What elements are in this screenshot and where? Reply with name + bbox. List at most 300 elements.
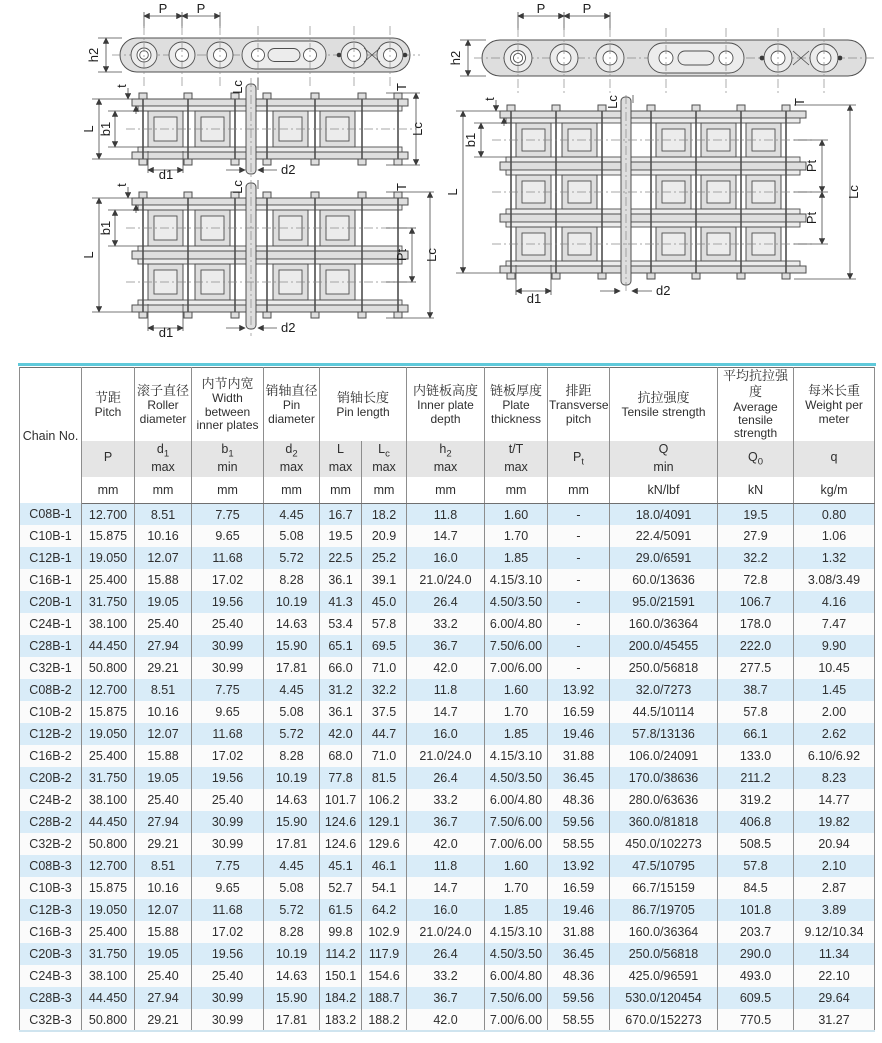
dim-label-T: T bbox=[394, 183, 409, 191]
spec-value-cell: 10.19 bbox=[264, 943, 320, 965]
spec-value-cell: 183.2 bbox=[320, 1009, 362, 1031]
spec-value-cell: 36.7 bbox=[407, 811, 485, 833]
symbol-h2-max: $h_2$ max bbox=[407, 441, 485, 477]
chain-body bbox=[492, 95, 814, 293]
symbol-Lc-max: $L_c$ max bbox=[362, 441, 407, 477]
chain-no-cell: C28B-2 bbox=[20, 811, 82, 833]
spec-value-cell: - bbox=[548, 503, 610, 525]
spec-value-cell: 12.700 bbox=[82, 503, 135, 525]
spec-value-cell: 42.0 bbox=[407, 1009, 485, 1031]
symbol-d1-max: $d_1$ max bbox=[135, 441, 192, 477]
spec-value-cell: 15.875 bbox=[82, 701, 135, 723]
spec-value-cell: 1.06 bbox=[794, 525, 875, 547]
spec-value-cell: 30.99 bbox=[192, 1009, 264, 1031]
spec-value-cell: 14.63 bbox=[264, 965, 320, 987]
spec-value-cell: 31.750 bbox=[82, 767, 135, 789]
spec-value-cell: 12.07 bbox=[135, 899, 192, 921]
spec-value-cell: 3.08/3.49 bbox=[794, 569, 875, 591]
spec-value-cell: 280.0/63636 bbox=[610, 789, 718, 811]
unit-cell: mm bbox=[362, 477, 407, 504]
spec-value-cell: 16.0 bbox=[407, 723, 485, 745]
spec-value-cell: 30.99 bbox=[192, 833, 264, 855]
spec-value-cell: 25.400 bbox=[82, 745, 135, 767]
chain-no-header: Chain No. bbox=[20, 368, 82, 504]
spec-value-cell: 770.5 bbox=[718, 1009, 794, 1031]
table-row bbox=[20, 745, 875, 767]
spec-value-cell: 101.8 bbox=[718, 899, 794, 921]
symbol-d2-max: $d_2$ max bbox=[264, 441, 320, 477]
spec-value-cell: 44.450 bbox=[82, 635, 135, 657]
spec-value-cell: 17.81 bbox=[264, 657, 320, 679]
spec-value-cell: - bbox=[548, 547, 610, 569]
dim-label-Pt: Pt bbox=[394, 248, 409, 262]
spec-value-cell: 3.89 bbox=[794, 899, 875, 921]
spec-value-cell: 38.100 bbox=[82, 789, 135, 811]
spec-value-cell: 42.0 bbox=[407, 833, 485, 855]
spec-value-cell: 54.1 bbox=[362, 877, 407, 899]
chain-no-cell: C20B-3 bbox=[20, 943, 82, 965]
spec-value-cell: 16.59 bbox=[548, 701, 610, 723]
spec-value-cell: 25.40 bbox=[192, 965, 264, 987]
spec-value-cell: 50.800 bbox=[82, 833, 135, 855]
spec-value-cell: 124.6 bbox=[320, 833, 362, 855]
spec-value-cell: 10.45 bbox=[794, 657, 875, 679]
chain-no-cell: C12B-2 bbox=[20, 723, 82, 745]
spec-value-cell: 48.36 bbox=[548, 965, 610, 987]
dim-label-Pt: Pt bbox=[804, 211, 819, 225]
spec-value-cell: 77.8 bbox=[320, 767, 362, 789]
spec-value-cell: 11.8 bbox=[407, 855, 485, 877]
spec-value-cell: 14.7 bbox=[407, 701, 485, 723]
spec-value-cell: 52.7 bbox=[320, 877, 362, 899]
spec-value-cell: 129.6 bbox=[362, 833, 407, 855]
spec-value-cell: 200.0/45455 bbox=[610, 635, 718, 657]
dim-label-p: P bbox=[158, 1, 168, 16]
spec-value-cell: 21.0/24.0 bbox=[407, 745, 485, 767]
table-row bbox=[20, 833, 875, 855]
chain-no-cell: C24B-2 bbox=[20, 789, 82, 811]
spec-value-cell: 150.1 bbox=[320, 965, 362, 987]
spec-value-cell: 14.7 bbox=[407, 877, 485, 899]
spec-value-cell: 32.2 bbox=[718, 547, 794, 569]
unit-cell: kN bbox=[718, 477, 794, 504]
spec-value-cell: 211.2 bbox=[718, 767, 794, 789]
spec-value-cell: 290.0 bbox=[718, 943, 794, 965]
spec-value-cell: 11.68 bbox=[192, 547, 264, 569]
spec-value-cell: 30.99 bbox=[192, 657, 264, 679]
spec-value-cell: 50.800 bbox=[82, 657, 135, 679]
cyan-accent-line bbox=[18, 363, 876, 366]
spec-value-cell: 50.800 bbox=[82, 1009, 135, 1031]
spec-value-cell: 11.68 bbox=[192, 899, 264, 921]
table-row bbox=[20, 943, 875, 965]
spec-value-cell: 16.0 bbox=[407, 899, 485, 921]
spec-value-cell: 53.4 bbox=[320, 613, 362, 635]
spec-value-cell: 22.5 bbox=[320, 547, 362, 569]
spec-value-cell: 42.0 bbox=[320, 723, 362, 745]
spec-value-cell: 20.94 bbox=[794, 833, 875, 855]
spec-value-cell: 39.1 bbox=[362, 569, 407, 591]
spec-value-cell: 47.5/10795 bbox=[610, 855, 718, 877]
spec-value-cell: 59.56 bbox=[548, 811, 610, 833]
chain-no-cell: C16B-2 bbox=[20, 745, 82, 767]
spec-table-body bbox=[20, 503, 875, 1031]
spec-value-cell: 609.5 bbox=[718, 987, 794, 1009]
table-row bbox=[20, 657, 875, 679]
simplex-chain-side-view-diagram bbox=[86, 1, 422, 90]
spec-value-cell: - bbox=[548, 635, 610, 657]
spec-value-cell: 7.50/6.00 bbox=[485, 811, 548, 833]
dim-label-p: P bbox=[196, 1, 206, 16]
spec-value-cell: 19.56 bbox=[192, 767, 264, 789]
spec-value-cell: 102.9 bbox=[362, 921, 407, 943]
unit-cell: kg/m bbox=[794, 477, 875, 504]
table-row bbox=[20, 679, 875, 701]
spec-value-cell: 1.70 bbox=[485, 525, 548, 547]
spec-value-cell: 7.75 bbox=[192, 503, 264, 525]
spec-value-cell: 5.72 bbox=[264, 723, 320, 745]
spec-value-cell: 8.51 bbox=[135, 855, 192, 877]
spec-value-cell: 10.16 bbox=[135, 877, 192, 899]
spec-value-cell: 1.85 bbox=[485, 723, 548, 745]
chain-no-cell: C32B-3 bbox=[20, 1009, 82, 1031]
spec-value-cell: 277.5 bbox=[718, 657, 794, 679]
spec-value-cell: - bbox=[548, 657, 610, 679]
spec-value-cell: 14.77 bbox=[794, 789, 875, 811]
spec-value-cell: 222.0 bbox=[718, 635, 794, 657]
spec-value-cell: 530.0/120454 bbox=[610, 987, 718, 1009]
col-header-pin-diameter: 销轴直径 Pin diameter bbox=[264, 368, 320, 441]
spec-value-cell: 8.23 bbox=[794, 767, 875, 789]
col-header-plate-thickness: 链板厚度 Plate thickness bbox=[485, 368, 548, 441]
spec-value-cell: 17.02 bbox=[192, 745, 264, 767]
spec-value-cell: 4.50/3.50 bbox=[485, 591, 548, 613]
spec-value-cell: 16.7 bbox=[320, 503, 362, 525]
spec-value-cell: 44.450 bbox=[82, 811, 135, 833]
table-row bbox=[20, 987, 875, 1009]
chain-no-cell: C16B-1 bbox=[20, 569, 82, 591]
spec-value-cell: 203.7 bbox=[718, 921, 794, 943]
spec-value-cell: - bbox=[548, 591, 610, 613]
spec-value-cell: 10.19 bbox=[264, 767, 320, 789]
spec-value-cell: 250.0/56818 bbox=[610, 943, 718, 965]
spec-value-cell: 38.100 bbox=[82, 613, 135, 635]
spec-value-cell: 36.1 bbox=[320, 701, 362, 723]
spec-value-cell: 29.21 bbox=[135, 657, 192, 679]
spec-value-cell: 11.68 bbox=[192, 723, 264, 745]
spec-value-cell: 1.32 bbox=[794, 547, 875, 569]
spec-value-cell: 4.45 bbox=[264, 679, 320, 701]
spec-value-cell: 7.50/6.00 bbox=[485, 635, 548, 657]
spec-value-cell: 160.0/36364 bbox=[610, 921, 718, 943]
spec-value-cell: 66.7/15159 bbox=[610, 877, 718, 899]
spec-value-cell: 19.5 bbox=[718, 503, 794, 525]
spec-value-cell: 184.2 bbox=[320, 987, 362, 1009]
spec-value-cell: 10.16 bbox=[135, 701, 192, 723]
spec-value-cell: 44.450 bbox=[82, 987, 135, 1009]
spec-value-cell: 57.8 bbox=[718, 701, 794, 723]
col-header-pitch: 节距 Pitch bbox=[82, 368, 135, 441]
unit-cell: mm bbox=[407, 477, 485, 504]
table-row bbox=[20, 591, 875, 613]
table-row bbox=[20, 877, 875, 899]
spec-value-cell: 11.34 bbox=[794, 943, 875, 965]
spec-value-cell: 12.07 bbox=[135, 723, 192, 745]
spec-value-cell: 32.2 bbox=[362, 679, 407, 701]
spec-value-cell: 36.45 bbox=[548, 943, 610, 965]
spec-value-cell: 14.63 bbox=[264, 613, 320, 635]
chain-no-cell: C28B-3 bbox=[20, 987, 82, 1009]
spec-value-cell: 1.85 bbox=[485, 899, 548, 921]
spec-value-cell: 66.1 bbox=[718, 723, 794, 745]
dim-label-d1: d1 bbox=[526, 291, 542, 306]
spec-value-cell: 114.2 bbox=[320, 943, 362, 965]
spec-value-cell: 15.88 bbox=[135, 745, 192, 767]
spec-value-cell: 5.72 bbox=[264, 547, 320, 569]
spec-value-cell: 6.00/4.80 bbox=[485, 613, 548, 635]
spec-value-cell: 9.90 bbox=[794, 635, 875, 657]
spec-value-cell: 5.08 bbox=[264, 701, 320, 723]
spec-value-cell: 29.21 bbox=[135, 1009, 192, 1031]
spec-value-cell: 19.56 bbox=[192, 591, 264, 613]
spec-value-cell: 45.0 bbox=[362, 591, 407, 613]
symbol-Q-min: Q min bbox=[610, 441, 718, 477]
spec-value-cell: 19.050 bbox=[82, 723, 135, 745]
symbol-L-max: L max bbox=[320, 441, 362, 477]
spec-value-cell: 15.90 bbox=[264, 811, 320, 833]
spec-value-cell: 57.8 bbox=[362, 613, 407, 635]
table-row bbox=[20, 635, 875, 657]
spec-value-cell: 30.99 bbox=[192, 635, 264, 657]
spec-value-cell: 17.02 bbox=[192, 569, 264, 591]
spec-value-cell: 38.100 bbox=[82, 965, 135, 987]
spec-value-cell: 124.6 bbox=[320, 811, 362, 833]
spec-value-cell: 44.5/10114 bbox=[610, 701, 718, 723]
col-header-transverse-pitch: 排距 Transverse pitch bbox=[548, 368, 610, 441]
spec-value-cell: 33.2 bbox=[407, 965, 485, 987]
symbol-b1-min: $b_1$ min bbox=[192, 441, 264, 477]
table-row bbox=[20, 767, 875, 789]
spec-value-cell: 58.55 bbox=[548, 833, 610, 855]
spec-value-cell: 59.56 bbox=[548, 987, 610, 1009]
spec-value-cell: 99.8 bbox=[320, 921, 362, 943]
spec-value-cell: 12.07 bbox=[135, 547, 192, 569]
spec-value-cell: 58.55 bbox=[548, 1009, 610, 1031]
spec-value-cell: 1.70 bbox=[485, 877, 548, 899]
unit-cell: mm bbox=[82, 477, 135, 504]
spec-value-cell: 5.08 bbox=[264, 877, 320, 899]
spec-value-cell: 450.0/102273 bbox=[610, 833, 718, 855]
spec-value-cell: 9.65 bbox=[192, 877, 264, 899]
spec-value-cell: 33.2 bbox=[407, 613, 485, 635]
symbol-P: P bbox=[82, 441, 135, 477]
pitch-dimension bbox=[518, 1, 610, 30]
spec-value-cell: 0.80 bbox=[794, 503, 875, 525]
chain-no-cell: C10B-2 bbox=[20, 701, 82, 723]
dim-label-t: t bbox=[114, 183, 129, 187]
spec-value-cell: 7.00/6.00 bbox=[485, 833, 548, 855]
chain-spec-table bbox=[19, 367, 875, 1032]
spec-value-cell: - bbox=[548, 569, 610, 591]
spec-value-cell: 178.0 bbox=[718, 613, 794, 635]
spec-value-cell: 2.87 bbox=[794, 877, 875, 899]
dim-label-T: T bbox=[792, 98, 807, 106]
table-row bbox=[20, 789, 875, 811]
spec-value-cell: 1.45 bbox=[794, 679, 875, 701]
spec-value-cell: 117.9 bbox=[362, 943, 407, 965]
unit-cell: kN/lbf bbox=[610, 477, 718, 504]
spec-value-cell: 25.2 bbox=[362, 547, 407, 569]
table-row bbox=[20, 569, 875, 591]
spec-value-cell: 31.2 bbox=[320, 679, 362, 701]
spec-value-cell: 19.050 bbox=[82, 547, 135, 569]
spec-value-cell: 15.88 bbox=[135, 569, 192, 591]
chain-no-cell: C20B-2 bbox=[20, 767, 82, 789]
spec-value-cell: 188.7 bbox=[362, 987, 407, 1009]
unit-cell: mm bbox=[192, 477, 264, 504]
spec-value-cell: 2.62 bbox=[794, 723, 875, 745]
chain-body bbox=[126, 180, 416, 336]
chain-no-cell: C20B-1 bbox=[20, 591, 82, 613]
spec-value-cell: 36.7 bbox=[407, 635, 485, 657]
spec-value-cell: 1.85 bbox=[485, 547, 548, 569]
spec-value-cell: 31.750 bbox=[82, 591, 135, 613]
spec-value-cell: 21.0/24.0 bbox=[407, 921, 485, 943]
spec-value-cell: 5.72 bbox=[264, 899, 320, 921]
col-header-inner-plate-depth: 内链板高度 Inner plate depth bbox=[407, 368, 485, 441]
dim-label-Lc: Lc bbox=[410, 122, 425, 136]
spec-value-cell: 9.65 bbox=[192, 525, 264, 547]
dim-label-b1: b1 bbox=[463, 132, 478, 148]
spec-value-cell: 19.05 bbox=[135, 767, 192, 789]
spec-value-cell: 133.0 bbox=[718, 745, 794, 767]
dim-label-Lc: Lc bbox=[424, 248, 439, 262]
dim-label-d1: d1 bbox=[158, 167, 174, 182]
simplex-chain-plan-diagram bbox=[81, 78, 425, 182]
dim-label-L: L bbox=[445, 188, 460, 196]
col-header-weight-per-meter: 每米长重 Weight per meter bbox=[794, 368, 875, 441]
dim-label-T: T bbox=[394, 83, 409, 91]
chain-no-cell: C32B-2 bbox=[20, 833, 82, 855]
col-header-pin-length: 销轴长度 Pin length bbox=[320, 368, 407, 441]
spec-value-cell: 19.05 bbox=[135, 591, 192, 613]
spec-value-cell: 71.0 bbox=[362, 745, 407, 767]
spec-value-cell: 493.0 bbox=[718, 965, 794, 987]
spec-value-cell: 1.70 bbox=[485, 701, 548, 723]
chain-no-cell: C16B-3 bbox=[20, 921, 82, 943]
spec-value-cell: 29.0/6591 bbox=[610, 547, 718, 569]
spec-value-cell: 25.400 bbox=[82, 921, 135, 943]
spec-value-cell: 31.750 bbox=[82, 943, 135, 965]
spec-value-cell: 71.0 bbox=[362, 657, 407, 679]
spec-value-cell: 38.7 bbox=[718, 679, 794, 701]
chain-no-cell: C28B-1 bbox=[20, 635, 82, 657]
dim-label-b1: b1 bbox=[98, 220, 113, 236]
spec-value-cell: - bbox=[548, 613, 610, 635]
spec-value-cell: 15.875 bbox=[82, 525, 135, 547]
spec-value-cell: 6.10/6.92 bbox=[794, 745, 875, 767]
spec-value-cell: 16.59 bbox=[548, 877, 610, 899]
spec-value-cell: 32.0/7273 bbox=[610, 679, 718, 701]
dim-label-d2: d2 bbox=[656, 283, 671, 298]
symbol-Pt: $P_t$ bbox=[548, 441, 610, 477]
dim-label-L: L bbox=[81, 125, 96, 133]
spec-value-cell: 25.40 bbox=[135, 613, 192, 635]
spec-value-cell: 8.28 bbox=[264, 745, 320, 767]
spec-value-cell: 2.00 bbox=[794, 701, 875, 723]
dim-label-b1: b1 bbox=[98, 121, 113, 137]
unit-cell: mm bbox=[485, 477, 548, 504]
symbol-Q0: $Q_0$ bbox=[718, 441, 794, 477]
spec-value-cell: 36.45 bbox=[548, 767, 610, 789]
spec-value-cell: 41.3 bbox=[320, 591, 362, 613]
dim-label-h2: h2 bbox=[86, 47, 101, 63]
dim-label-Lc: Lc bbox=[605, 95, 620, 109]
chain-no-cell: C32B-1 bbox=[20, 657, 82, 679]
spec-value-cell: 27.94 bbox=[135, 811, 192, 833]
spec-value-cell: 250.0/56818 bbox=[610, 657, 718, 679]
spec-value-cell: 48.36 bbox=[548, 789, 610, 811]
spec-value-cell: 30.99 bbox=[192, 987, 264, 1009]
spec-value-cell: 68.0 bbox=[320, 745, 362, 767]
spec-value-cell: 7.50/6.00 bbox=[485, 987, 548, 1009]
spec-value-cell: 19.46 bbox=[548, 723, 610, 745]
spec-value-cell: 4.15/3.10 bbox=[485, 569, 548, 591]
spec-value-cell: 26.4 bbox=[407, 591, 485, 613]
spec-value-cell: 4.50/3.50 bbox=[485, 767, 548, 789]
spec-value-cell: 188.2 bbox=[362, 1009, 407, 1031]
dim-label-L: L bbox=[81, 251, 96, 259]
spec-value-cell: 33.2 bbox=[407, 789, 485, 811]
table-row bbox=[20, 811, 875, 833]
spec-value-cell: 26.4 bbox=[407, 767, 485, 789]
table-row bbox=[20, 899, 875, 921]
spec-value-cell: 12.700 bbox=[82, 679, 135, 701]
spec-value-cell: 19.050 bbox=[82, 899, 135, 921]
spec-value-cell: 4.16 bbox=[794, 591, 875, 613]
dim-label-Pt: Pt bbox=[804, 159, 819, 173]
spec-value-cell: 31.88 bbox=[548, 921, 610, 943]
chain-no-cell: C08B-1 bbox=[20, 503, 82, 525]
spec-value-cell: 8.28 bbox=[264, 921, 320, 943]
spec-value-cell: 6.00/4.80 bbox=[485, 965, 548, 987]
spec-value-cell: 27.9 bbox=[718, 525, 794, 547]
unit-cell: mm bbox=[548, 477, 610, 504]
spec-value-cell: 7.47 bbox=[794, 613, 875, 635]
spec-value-cell: 106.2 bbox=[362, 789, 407, 811]
col-header-roller-diameter: 滚子直径 Roller diameter bbox=[135, 368, 192, 441]
spec-value-cell: 16.0 bbox=[407, 547, 485, 569]
spec-value-cell: 106.7 bbox=[718, 591, 794, 613]
pitch-dimension bbox=[144, 1, 220, 28]
spec-value-cell: 11.8 bbox=[407, 503, 485, 525]
chain-strip bbox=[474, 28, 874, 94]
dim-label-d2: d2 bbox=[281, 320, 296, 335]
spec-value-cell: 10.16 bbox=[135, 525, 192, 547]
spec-value-cell: 508.5 bbox=[718, 833, 794, 855]
table-row bbox=[20, 723, 875, 745]
spec-value-cell: 2.10 bbox=[794, 855, 875, 877]
table-row bbox=[20, 855, 875, 877]
spec-value-cell: 7.75 bbox=[192, 855, 264, 877]
spec-value-cell: 18.0/4091 bbox=[610, 503, 718, 525]
spec-value-cell: 8.51 bbox=[135, 679, 192, 701]
spec-value-cell: 6.00/4.80 bbox=[485, 789, 548, 811]
spec-value-cell: 7.00/6.00 bbox=[485, 1009, 548, 1031]
spec-value-cell: 9.65 bbox=[192, 701, 264, 723]
table-row bbox=[20, 613, 875, 635]
spec-value-cell: 13.92 bbox=[548, 855, 610, 877]
